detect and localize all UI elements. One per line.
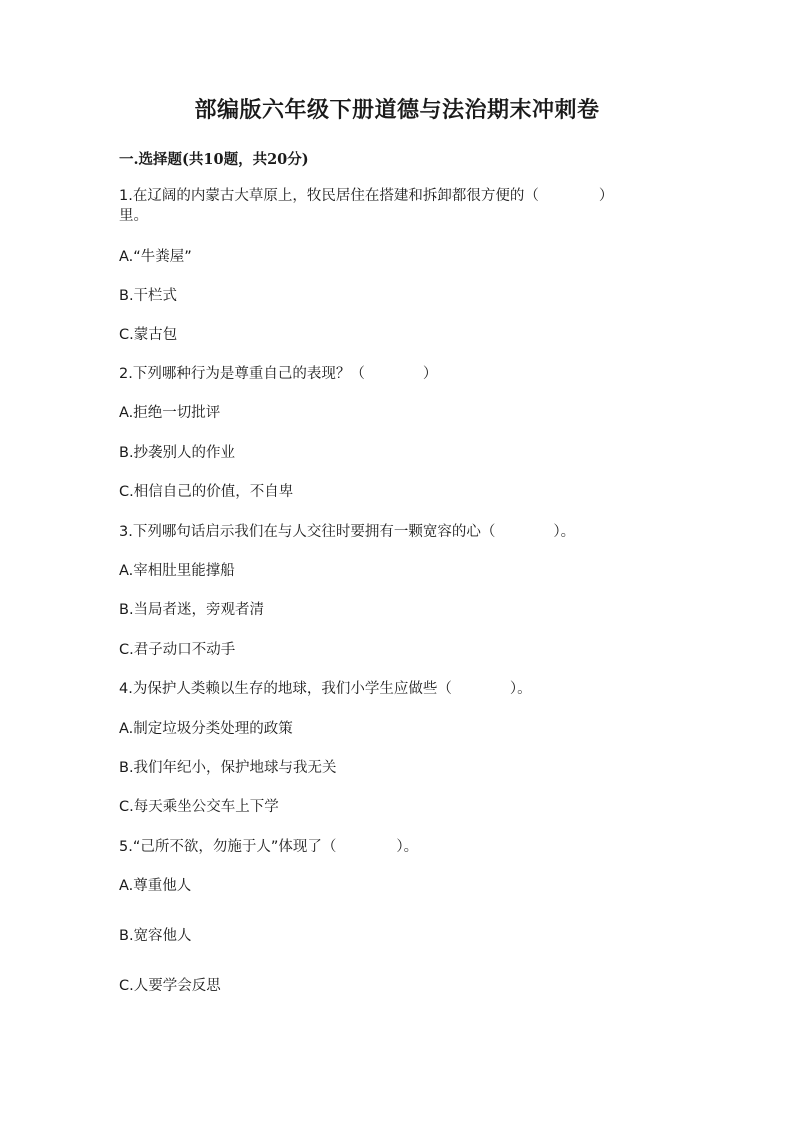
question-4-stem <box>119 679 532 699</box>
question-4-stem-close: ）。 <box>509 681 532 697</box>
question-5-stem <box>119 837 418 857</box>
question-1-option-b: B.干栏式 <box>119 288 178 304</box>
question-4-option-a: A.制定垃圾分类处理的政策 <box>119 721 293 737</box>
question-1-stem-text: 1.在辽阔的内蒙古大草原上，牧民居住在搭建和拆卸都很方便的（ <box>119 188 539 204</box>
question-1-option-c: C.蒙古包 <box>119 327 178 343</box>
question-5-option-c: C.人要学会反思 <box>119 978 221 994</box>
question-3-option-a: A.宰相肚里能撑船 <box>119 563 235 579</box>
question-5-stem-text: 5.“己所不欲，勿施于人”体现了（ <box>119 839 337 855</box>
question-2-stem <box>119 364 437 384</box>
question-4-option-b: B.我们年纪小，保护地球与我无关 <box>119 760 337 776</box>
question-4-option-c: C.每天乘坐公交车上下学 <box>119 799 279 815</box>
question-4-stem-text: 4.为保护人类赖以生存的地球，我们小学生应做些（ <box>119 681 452 697</box>
question-2-stem-text: 2.下列哪种行为是尊重自己的表现？（ <box>119 366 365 382</box>
question-2-option-b: B.抄袭别人的作业 <box>119 445 236 461</box>
question-2-option-a: A.拒绝一切批评 <box>119 405 221 421</box>
question-2-option-c: C.相信自己的价值，不自卑 <box>119 484 294 500</box>
section-heading: 一.选择题(共10题，共20分) <box>119 151 309 168</box>
question-5-option-b: B.宽容他人 <box>119 928 192 944</box>
question-1-stem <box>119 186 613 206</box>
document-title: 部编版六年级下册道德与法治期末冲刺卷 <box>194 97 600 123</box>
question-1-option-a: A.“牛粪屋” <box>119 249 192 265</box>
question-5-stem-close: ）。 <box>396 839 419 855</box>
question-1-stem-continuation: 里。 <box>119 208 148 224</box>
question-3-stem-close: ）。 <box>553 524 576 540</box>
question-3-stem-text: 3.下列哪句话启示我们在与人交往时要拥有一颗宽容的心（ <box>119 524 496 540</box>
question-3-option-b: B.当局者迷，旁观者清 <box>119 602 265 618</box>
question-2-stem-close: ） <box>422 366 438 382</box>
question-3-option-c: C.君子动口不动手 <box>119 642 236 658</box>
question-5-option-a: A.尊重他人 <box>119 878 192 894</box>
question-3-stem <box>119 522 575 542</box>
question-1-stem-close: ） <box>598 188 614 204</box>
